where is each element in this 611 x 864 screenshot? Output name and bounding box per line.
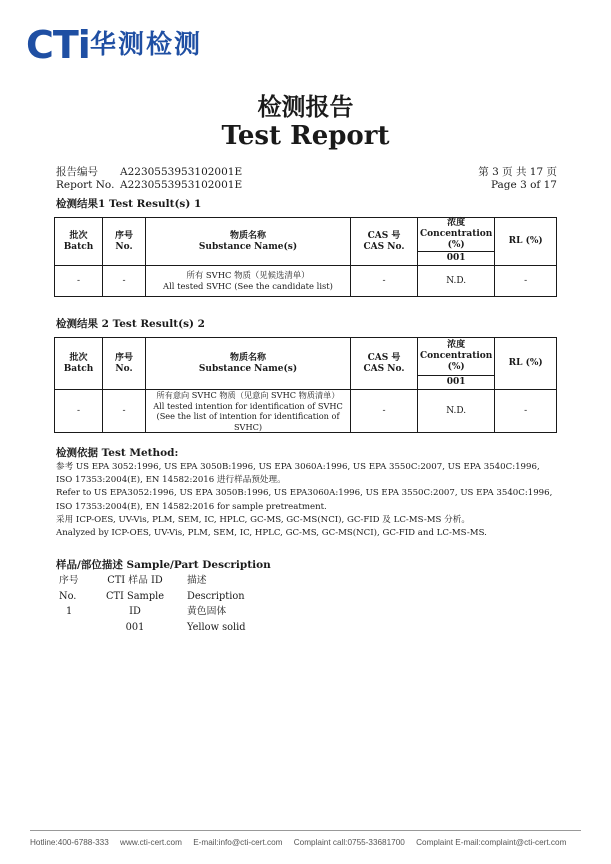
header-substance: 物质名称 Substance Name(s) xyxy=(146,218,351,266)
result2-title: 检测结果 2 Test Result(s) 2 xyxy=(56,318,205,330)
header-rl: RL (%) xyxy=(495,338,557,390)
header-cas: CAS 号 CAS No. xyxy=(351,338,418,390)
test-method-body xyxy=(56,461,566,540)
footer-hotline: Hotline:400-6788-333 xyxy=(30,838,109,847)
footer-divider xyxy=(30,830,581,831)
cell-substance: 所有意向 SVHC 物质（见意向 SVHC 物质清单） All tested intention for identification of SVHC (See the list of intention for identification of SVHC) xyxy=(146,390,351,433)
sample-col-desc: 描述 Description 黄色固体 Yellow solid xyxy=(187,575,246,633)
footer-web: www.cti-cert.com xyxy=(120,838,182,847)
sample-col-no: 序号 No. 1 xyxy=(59,575,79,617)
footer-complaint-email: Complaint E-mail:complaint@cti-cert.com xyxy=(416,838,567,847)
header-batch: 批次 Batch xyxy=(55,218,103,266)
sample-desc-title: 样品/部位描述 Sample/Part Description xyxy=(56,559,271,571)
footer xyxy=(30,838,590,847)
test-method-title: 检测依据 Test Method: xyxy=(56,447,179,459)
table-row xyxy=(55,266,557,297)
cell-concentration: N.D. xyxy=(418,390,495,433)
result1-title: 检测结果1 Test Result(s) 1 xyxy=(56,198,202,210)
cell-no: - xyxy=(103,390,146,433)
result1-table xyxy=(54,217,557,297)
header-sample-id: 001 xyxy=(418,376,495,390)
header-sample-id: 001 xyxy=(418,252,495,266)
logo-company-name: 华测检测 xyxy=(90,30,203,60)
logo-cti: CTi xyxy=(26,23,90,67)
method-line: ISO 17353:2004(E), EN 14582:2016 进行样品预处理。 xyxy=(56,475,286,486)
footer-email: E-mail:info@cti-cert.com xyxy=(193,838,283,847)
header-substance: 物质名称 Substance Name(s) xyxy=(146,338,351,390)
result2-table xyxy=(54,337,557,433)
cell-substance: 所有 SVHC 物质（见候选清单） All tested SVHC (See the candidate list) xyxy=(146,266,351,297)
cell-batch: - xyxy=(55,390,103,433)
cell-cas: - xyxy=(351,266,418,297)
sample-col-id: CTI 样品 ID CTI Sample ID 001 xyxy=(105,575,165,633)
header-batch: 批次 Batch xyxy=(55,338,103,390)
table-row xyxy=(55,390,557,433)
header-rl: RL (%) xyxy=(495,218,557,266)
page-title-en: Test Report xyxy=(221,121,390,151)
header-no: 序号 No. xyxy=(103,338,146,390)
page-title-cn: 检测报告 xyxy=(257,92,354,121)
report-no-value: A2230553953102001E xyxy=(120,166,243,178)
cell-rl: - xyxy=(495,390,557,433)
page-number-cn: 第 3 页 共 17 页 xyxy=(478,166,557,178)
cell-no: - xyxy=(103,266,146,297)
header-concentration: 浓度 Concentration (%) xyxy=(418,218,495,252)
page-number-en: Page 3 of 17 xyxy=(490,179,557,191)
header-cas: CAS 号 CAS No. xyxy=(351,218,418,266)
method-line: ISO 17353:2004(E), EN 14582:2016 for sample pretreatment. xyxy=(56,501,327,512)
report-no-value-en: A2230553953102001E xyxy=(120,179,243,191)
report-no-label-cn: 报告编号 xyxy=(56,166,98,178)
cell-batch: - xyxy=(55,266,103,297)
report-no-label-en: Report No. xyxy=(56,179,115,191)
method-line: 采用 ICP-OES, UV-Vis, PLM, SEM, IC, HPLC, GC-MS, GC-MS(NCI), GC-FID 及 LC-MS-MS 分析。 xyxy=(56,514,470,525)
footer-complaint-call: Complaint call:0755-33681700 xyxy=(293,838,405,847)
cell-concentration: N.D. xyxy=(418,266,495,297)
method-line: Analyzed by ICP-OES, UV-Vis, PLM, SEM, IC, HPLC, GC-MS, GC-MS(NCI), GC-FID and LC-MS-MS. xyxy=(56,528,487,539)
cell-rl: - xyxy=(495,266,557,297)
cell-cas: - xyxy=(351,390,418,433)
header-no: 序号 No. xyxy=(103,218,146,266)
method-line: Refer to US EPA3052:1996, US EPA 3050B:1996, US EPA3060A:1996, US EPA 3550C:2007, US EPA 3540C:1996, xyxy=(56,488,553,499)
method-line: 参考 US EPA 3052:1996, US EPA 3050B:1996, US EPA 3060A:1996, US EPA 3550C:2007, US EPA 3540C:1996, xyxy=(56,462,540,472)
header-concentration: 浓度 Concentration (%) xyxy=(418,338,495,376)
